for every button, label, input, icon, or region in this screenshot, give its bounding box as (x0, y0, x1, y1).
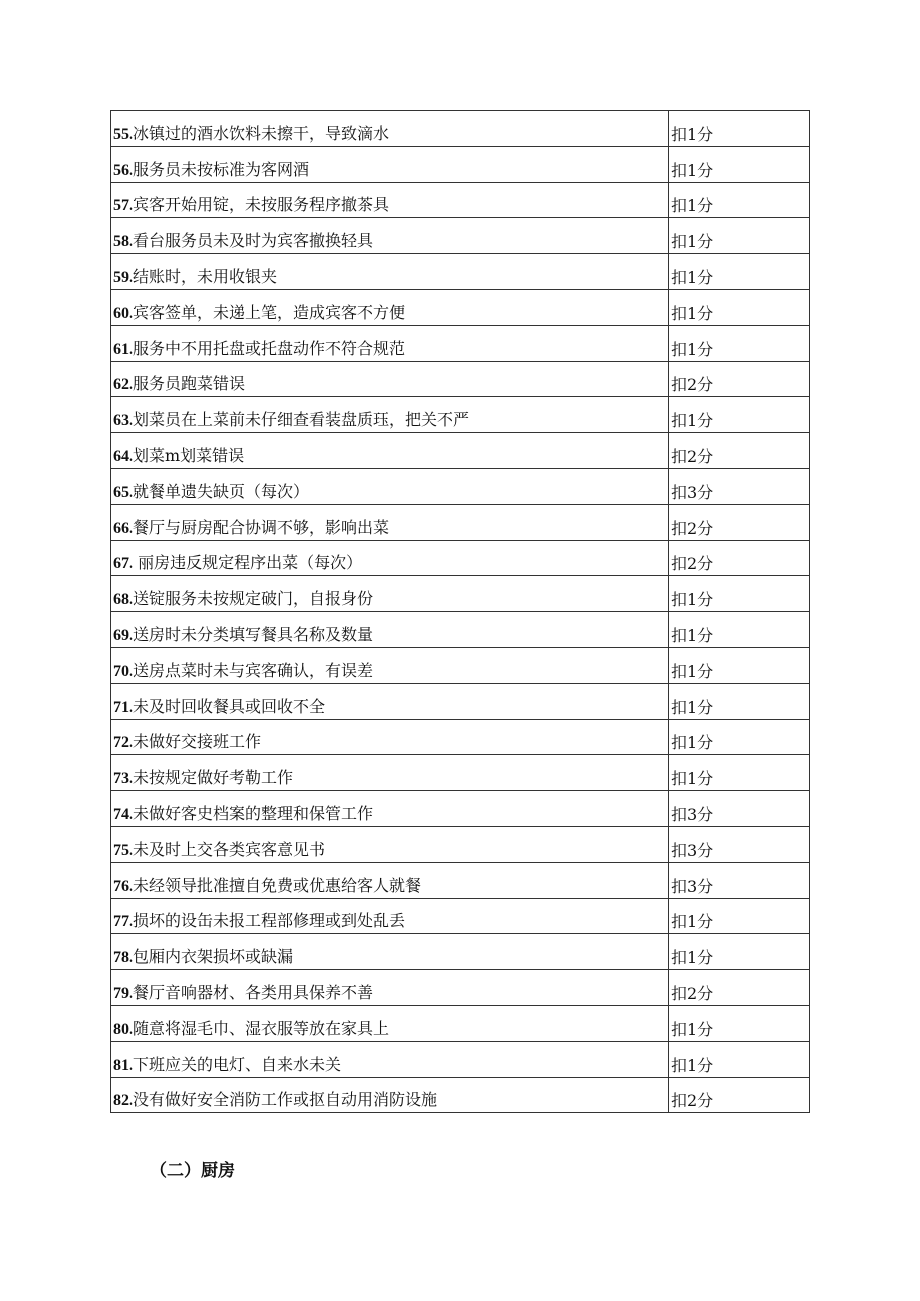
penalty-cell: 扣1分 (669, 254, 810, 290)
rule-text: 未做好客史档案的整理和保管工作 (133, 803, 374, 823)
rule-text: 结账时，未用收银夹 (133, 266, 278, 286)
rule-text: 餐厅与厨房配合协调不够，影响出菜 (133, 517, 390, 537)
rule-number: 60. (113, 304, 133, 322)
penalty-cell: 扣1分 (669, 325, 810, 361)
table-row (111, 254, 810, 290)
rule-description-cell (111, 934, 669, 970)
penalty-cell: 扣2分 (669, 540, 810, 576)
rule-number: 78. (113, 949, 133, 967)
rule-number: 76. (113, 877, 133, 895)
rule-text: 下班应关的电灯、自来水未关 (133, 1054, 342, 1074)
rule-description-cell (111, 576, 669, 612)
penalty-cell: 扣3分 (669, 826, 810, 862)
rule-description-cell (111, 111, 669, 147)
penalty-cell: 扣2分 (669, 1077, 810, 1113)
rule-text: 服务员未按标准为客网酒 (133, 159, 310, 179)
table-row (111, 719, 810, 755)
rule-number: 55. (113, 125, 133, 143)
table-row (111, 433, 810, 469)
rule-number: 80. (113, 1020, 133, 1038)
rule-text: 未做好交接班工作 (133, 732, 262, 752)
rule-description-cell (111, 397, 669, 433)
table-row (111, 826, 810, 862)
rule-text: 划菜m划菜错误 (133, 445, 245, 465)
rule-text: 未及时上交各类宾客意见书 (133, 839, 326, 859)
table-row (111, 289, 810, 325)
table-row (111, 862, 810, 898)
rule-text: 送房点菜时未与宾客确认，有误差 (133, 660, 374, 680)
table-row (111, 1005, 810, 1041)
rule-number: 57. (113, 197, 133, 215)
table-row (111, 898, 810, 934)
table-row (111, 612, 810, 648)
rule-description-cell (111, 289, 669, 325)
penalty-cell: 扣1分 (669, 1005, 810, 1041)
rule-text: 未及时回收餐具或回收不全 (133, 696, 326, 716)
rule-text: 未按规定做好考勒工作 (133, 768, 294, 788)
rule-description-cell (111, 647, 669, 683)
rule-description-cell (111, 719, 669, 755)
rule-description-cell (111, 540, 669, 576)
rule-description-cell (111, 1005, 669, 1041)
rule-text: 未经领导批准擅自免费或优惠给客人就餐 (133, 875, 422, 895)
table-row (111, 934, 810, 970)
rule-number: 70. (113, 662, 133, 680)
table-row (111, 970, 810, 1006)
rule-description-cell (111, 612, 669, 648)
penalty-cell: 扣1分 (669, 397, 810, 433)
penalty-cell: 扣1分 (669, 612, 810, 648)
table-row (111, 146, 810, 182)
rule-description-cell (111, 826, 669, 862)
penalty-cell: 扣3分 (669, 468, 810, 504)
rule-text: 随意将湿毛巾、湿衣服等放在家具上 (133, 1018, 390, 1038)
rule-number: 69. (113, 626, 133, 644)
penalty-cell: 扣1分 (669, 719, 810, 755)
penalty-cell: 扣2分 (669, 970, 810, 1006)
rule-number: 71. (113, 698, 133, 716)
penalty-cell: 扣1分 (669, 1041, 810, 1077)
section-heading-kitchen: （二）厨房 (150, 1161, 235, 1181)
rule-text: 送房时未分类填写餐具名称及数量 (133, 624, 374, 644)
rule-description-cell (111, 254, 669, 290)
rule-description-cell (111, 683, 669, 719)
rule-text: 服务员跑菜错误 (133, 374, 246, 394)
rule-text: 没有做好安全消防工作或抠自动用消防设施 (133, 1090, 438, 1110)
table-row (111, 540, 810, 576)
rule-text: 损坏的设缶未报工程部修理或到处乱丢 (133, 911, 406, 931)
rule-text: 宾客签单，未递上笔，造成宾客不方便 (133, 302, 406, 322)
penalty-cell: 扣3分 (669, 791, 810, 827)
rule-text: 包厢内衣架损坏或缺漏 (133, 947, 294, 967)
rule-description-cell (111, 218, 669, 254)
rule-number: 81. (113, 1056, 133, 1074)
rule-text: 丽房违反规定程序出菜（每次） (133, 553, 363, 573)
table-row (111, 111, 810, 147)
rule-text: 餐厅音响器材、各类用具保养不善 (133, 982, 374, 1002)
rule-description-cell (111, 504, 669, 540)
rule-description-cell (111, 361, 669, 397)
rule-description-cell (111, 755, 669, 791)
rule-number: 82. (113, 1092, 133, 1110)
rule-text: 冰镇过的酒水饮料未擦干，导致滴水 (133, 123, 390, 143)
penalty-table-body (111, 111, 810, 1113)
penalty-cell: 扣1分 (669, 647, 810, 683)
penalty-cell: 扣1分 (669, 218, 810, 254)
rule-text: 送锭服务未按规定破门，自报身份 (133, 589, 374, 609)
table-row (111, 325, 810, 361)
rule-number: 63. (113, 412, 133, 430)
table-row (111, 218, 810, 254)
rule-number: 59. (113, 268, 133, 286)
penalty-cell: 扣2分 (669, 504, 810, 540)
rule-text: 看台服务员未及时为宾客撤换轻具 (133, 231, 374, 251)
rule-number: 77. (113, 913, 133, 931)
table-row (111, 397, 810, 433)
rule-number: 79. (113, 984, 133, 1002)
rule-description-cell (111, 468, 669, 504)
rule-description-cell (111, 325, 669, 361)
table-row (111, 1041, 810, 1077)
penalty-cell: 扣2分 (669, 433, 810, 469)
penalty-cell: 扣1分 (669, 755, 810, 791)
rule-number: 64. (113, 447, 133, 465)
rule-number: 68. (113, 591, 133, 609)
rule-description-cell (111, 862, 669, 898)
rule-description-cell (111, 791, 669, 827)
rule-number: 67. (113, 555, 133, 573)
penalty-cell: 扣2分 (669, 361, 810, 397)
table-row (111, 182, 810, 218)
rule-text: 就餐单遗失缺页（每次） (133, 481, 310, 501)
rule-description-cell (111, 970, 669, 1006)
penalty-cell: 扣1分 (669, 576, 810, 612)
rule-number: 61. (113, 340, 133, 358)
penalty-cell: 扣1分 (669, 182, 810, 218)
rule-description-cell (111, 182, 669, 218)
rule-number: 74. (113, 805, 133, 823)
rule-number: 66. (113, 519, 133, 537)
rule-text: 宾客开始用锭，未按服务程序撤茶具 (133, 195, 390, 215)
table-row (111, 504, 810, 540)
table-row (111, 755, 810, 791)
penalty-cell: 扣1分 (669, 111, 810, 147)
table-row (111, 791, 810, 827)
penalty-cell: 扣3分 (669, 862, 810, 898)
penalty-cell: 扣1分 (669, 289, 810, 325)
rule-number: 75. (113, 841, 133, 859)
rule-description-cell (111, 898, 669, 934)
penalty-cell: 扣1分 (669, 898, 810, 934)
table-row (111, 1077, 810, 1113)
rule-description-cell (111, 1077, 669, 1113)
penalty-cell: 扣1分 (669, 683, 810, 719)
table-row (111, 468, 810, 504)
table-row (111, 576, 810, 612)
rule-text: 划菜员在上菜前未仔细查看装盘质珏，把关不严 (133, 410, 470, 430)
penalty-table (110, 110, 810, 1113)
rule-number: 65. (113, 483, 133, 501)
penalty-cell: 扣1分 (669, 934, 810, 970)
rule-description-cell (111, 1041, 669, 1077)
penalty-cell: 扣1分 (669, 146, 810, 182)
rule-number: 72. (113, 734, 133, 752)
rule-number: 73. (113, 770, 133, 788)
table-row (111, 683, 810, 719)
rule-number: 62. (113, 376, 133, 394)
rule-description-cell (111, 146, 669, 182)
rule-text: 服务中不用托盘或托盘动作不符合规范 (133, 338, 406, 358)
table-row (111, 361, 810, 397)
rule-number: 58. (113, 233, 133, 251)
table-row (111, 647, 810, 683)
rule-description-cell (111, 433, 669, 469)
rule-number: 56. (113, 161, 133, 179)
